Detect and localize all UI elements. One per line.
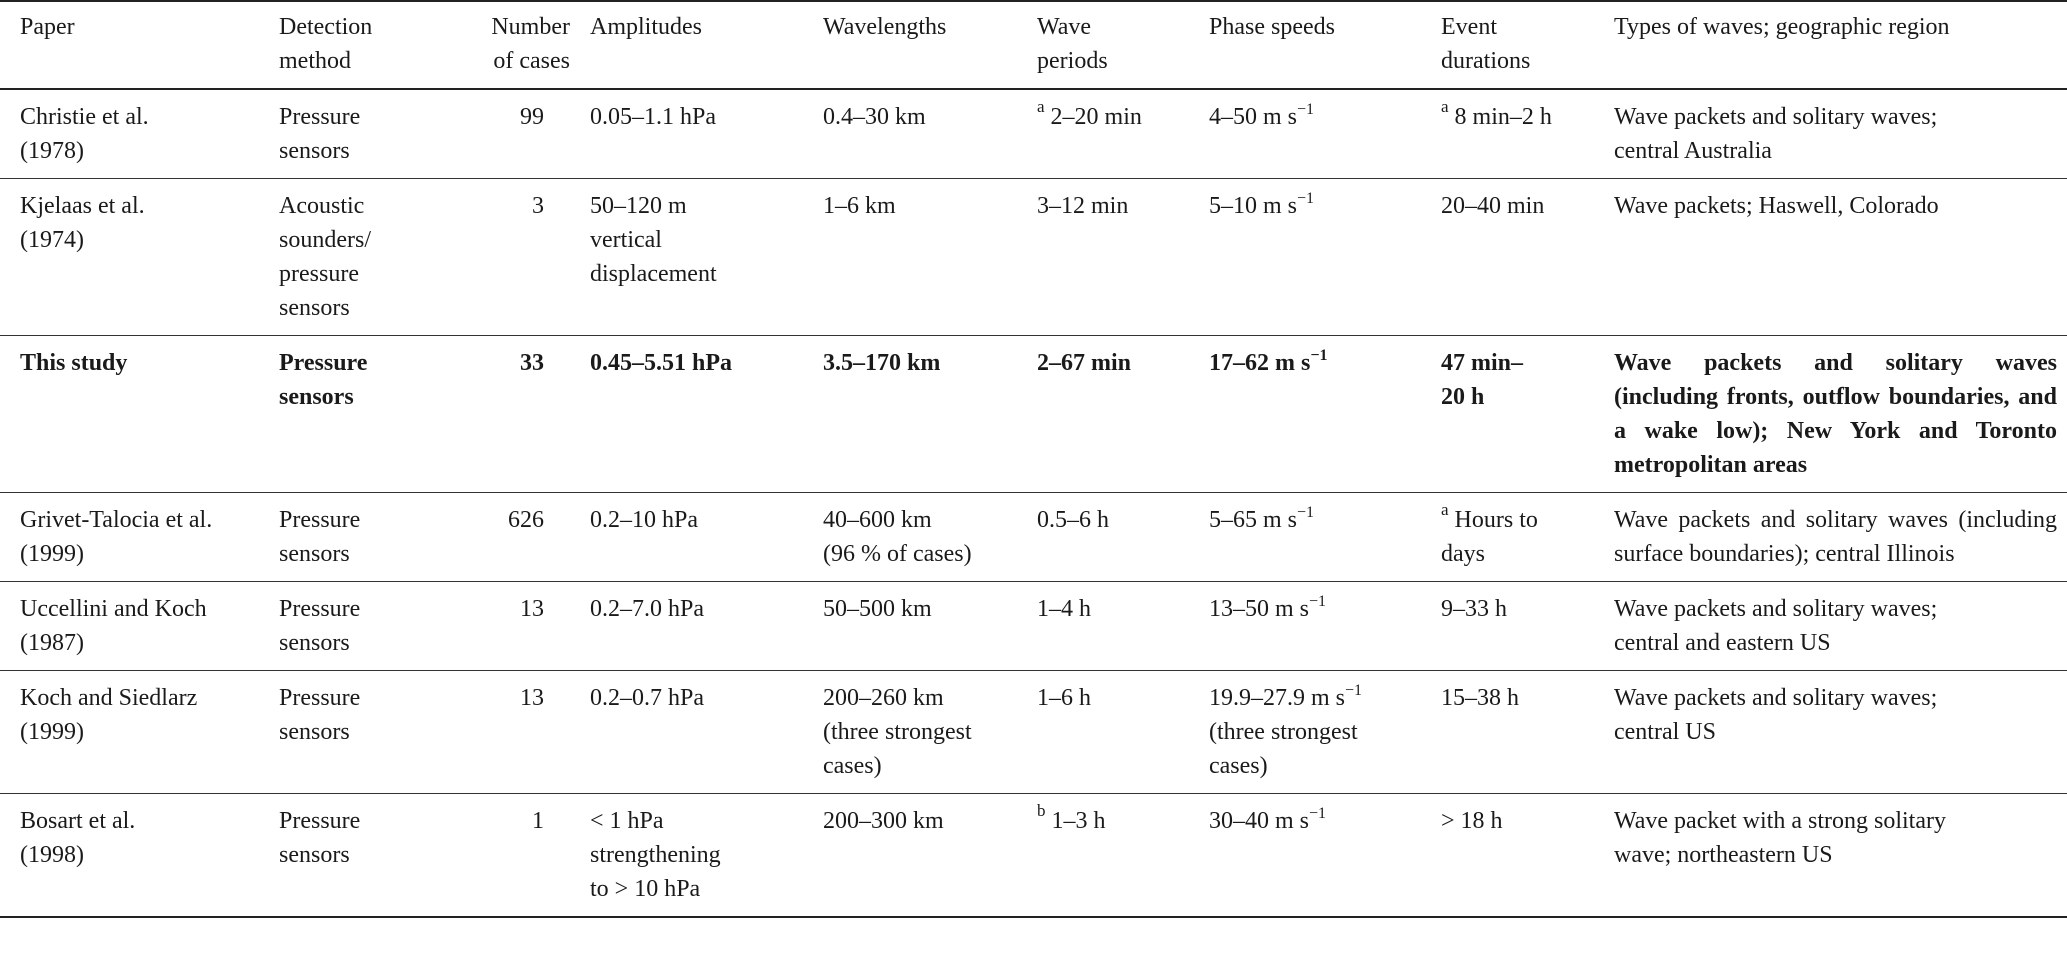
speeds-extra: (three strongest cases) — [1209, 719, 1358, 779]
cell-durations — [1431, 336, 1604, 493]
header-wavelengths: Wavelengths — [813, 1, 1027, 89]
cell-cases: 626 — [427, 493, 580, 582]
cell-types: Wave packets and solitary waves; central and eastern US — [1604, 582, 2067, 671]
cell-periods — [1027, 794, 1199, 918]
cell-cases: 13 — [427, 582, 580, 671]
cell-cases: 99 — [427, 89, 580, 179]
cell-method: Pressure sensors — [269, 671, 427, 794]
cell-durations — [1431, 671, 1604, 794]
cell-types: Wave packet with a strong solitary wave; northeastern US — [1604, 794, 2067, 918]
durations-value: 9–33 h — [1441, 596, 1507, 622]
cell-durations — [1431, 493, 1604, 582]
cell-amplitudes: 0.2–0.7 hPa — [580, 671, 813, 794]
cell-paper: Christie et al. (1978) — [0, 89, 269, 179]
cell-method: Pressure sensors — [269, 493, 427, 582]
cell-cases: 3 — [427, 179, 580, 336]
header-row — [0, 1, 2067, 89]
cell-types: Wave packets and solitary waves (including surface boundaries); central Illinois — [1604, 493, 2067, 582]
cell-paper: Uccellini and Koch (1987) — [0, 582, 269, 671]
cell-wavelengths: 40–600 km (96 % of cases) — [813, 493, 1027, 582]
speeds-exponent: −1 — [1309, 593, 1327, 610]
cell-cases: 13 — [427, 671, 580, 794]
cell-speeds — [1199, 794, 1431, 918]
cell-wavelengths: 200–300 km — [813, 794, 1027, 918]
periods-value: 2–20 min — [1050, 104, 1142, 130]
cell-wavelengths: 200–260 km (three strongest cases) — [813, 671, 1027, 794]
cell-types: Wave packets and solitary waves; central Australia — [1604, 89, 2067, 179]
footnote-mark: a — [1037, 97, 1045, 116]
header-types-of-waves: Types of waves; geographic region — [1604, 1, 2067, 89]
cell-wavelengths: 50–500 km — [813, 582, 1027, 671]
cell-method: Pressure sensors — [269, 582, 427, 671]
cell-durations — [1431, 794, 1604, 918]
cell-amplitudes: 0.2–10 hPa — [580, 493, 813, 582]
speeds-exponent: −1 — [1297, 101, 1315, 118]
cell-periods — [1027, 582, 1199, 671]
cell-periods — [1027, 89, 1199, 179]
cell-amplitudes: 50–120 m vertical displacement — [580, 179, 813, 336]
table-row — [0, 89, 2067, 179]
cell-types: Wave packets and solitary waves; central US — [1604, 671, 2067, 794]
header-amplitudes: Amplitudes — [580, 1, 813, 89]
table-row — [0, 794, 2067, 918]
footnote-mark: a — [1441, 97, 1449, 116]
header-wave-periods: Wave periods — [1027, 1, 1199, 89]
table-row — [0, 582, 2067, 671]
cell-types: Wave packets; Haswell, Colorado — [1604, 179, 2067, 336]
table-row — [0, 179, 2067, 336]
periods-value: 1–6 h — [1037, 685, 1091, 711]
durations-value: 20–40 min — [1441, 193, 1545, 219]
cell-paper: This study — [0, 336, 269, 493]
cell-method: Pressure sensors — [269, 89, 427, 179]
cell-speeds — [1199, 179, 1431, 336]
cell-paper: Bosart et al. (1998) — [0, 794, 269, 918]
speeds-exponent: −1 — [1345, 682, 1363, 699]
header-event-durations: Event durations — [1431, 1, 1604, 89]
cell-paper: Koch and Siedlarz (1999) — [0, 671, 269, 794]
footnote-mark: a — [1441, 500, 1449, 519]
header-detection-method: Detection method — [269, 1, 427, 89]
footnote-mark: b — [1037, 801, 1046, 820]
speeds-exponent: −1 — [1309, 805, 1327, 822]
speeds-value: 13–50 m s — [1209, 596, 1310, 622]
durations-value: Hours to days — [1441, 507, 1538, 567]
cell-durations — [1431, 179, 1604, 336]
cell-amplitudes: 0.45–5.51 hPa — [580, 336, 813, 493]
periods-value: 2–67 min — [1037, 350, 1132, 376]
cell-periods — [1027, 671, 1199, 794]
cell-speeds — [1199, 582, 1431, 671]
header-number-of-cases: Number of cases — [427, 1, 580, 89]
cell-durations — [1431, 582, 1604, 671]
durations-value: 47 min– 20 h — [1441, 350, 1524, 410]
cell-cases: 33 — [427, 336, 580, 493]
durations-value: > 18 h — [1441, 808, 1503, 834]
cell-cases: 1 — [427, 794, 580, 918]
speeds-exponent: −1 — [1297, 504, 1315, 521]
table-row — [0, 671, 2067, 794]
table-row-this-study — [0, 336, 2067, 493]
durations-value: 15–38 h — [1441, 685, 1519, 711]
cell-wavelengths: 3.5–170 km — [813, 336, 1027, 493]
cell-method: Pressure sensors — [269, 336, 427, 493]
periods-value: 1–4 h — [1037, 596, 1091, 622]
speeds-exponent: −1 — [1310, 347, 1328, 364]
cell-paper: Grivet-Talocia et al. (1999) — [0, 493, 269, 582]
header-phase-speeds: Phase speeds — [1199, 1, 1431, 89]
cell-method: Pressure sensors — [269, 794, 427, 918]
periods-value: 0.5–6 h — [1037, 507, 1109, 533]
periods-value: 3–12 min — [1037, 193, 1129, 219]
speeds-value: 5–65 m s — [1209, 507, 1298, 533]
periods-value: 1–3 h — [1051, 808, 1106, 834]
cell-types: Wave packets and solitary waves (including fronts, outflow boundaries, and a wake low); New York and Toronto metropolitan areas — [1604, 336, 2067, 493]
cell-method: Acoustic sounders/ pressure sensors — [269, 179, 427, 336]
table-row — [0, 493, 2067, 582]
cell-periods — [1027, 336, 1199, 493]
cell-amplitudes: < 1 hPa strengthening to > 10 hPa — [580, 794, 813, 918]
cell-durations — [1431, 89, 1604, 179]
speeds-value: 19.9–27.9 m s — [1209, 685, 1346, 711]
speeds-exponent: −1 — [1297, 190, 1315, 207]
durations-value: 8 min–2 h — [1454, 104, 1552, 130]
speeds-value: 4–50 m s — [1209, 104, 1298, 130]
cell-speeds — [1199, 671, 1431, 794]
cell-speeds — [1199, 89, 1431, 179]
cell-periods — [1027, 493, 1199, 582]
cell-speeds — [1199, 336, 1431, 493]
cell-periods — [1027, 179, 1199, 336]
cell-wavelengths: 1–6 km — [813, 179, 1027, 336]
cell-paper: Kjelaas et al. (1974) — [0, 179, 269, 336]
speeds-value: 5–10 m s — [1209, 193, 1298, 219]
cell-wavelengths: 0.4–30 km — [813, 89, 1027, 179]
cell-amplitudes: 0.2–7.0 hPa — [580, 582, 813, 671]
cell-amplitudes: 0.05–1.1 hPa — [580, 89, 813, 179]
speeds-value: 30–40 m s — [1209, 808, 1310, 834]
header-paper: Paper — [0, 1, 269, 89]
speeds-value: 17–62 m s — [1209, 350, 1311, 376]
cell-speeds — [1199, 493, 1431, 582]
